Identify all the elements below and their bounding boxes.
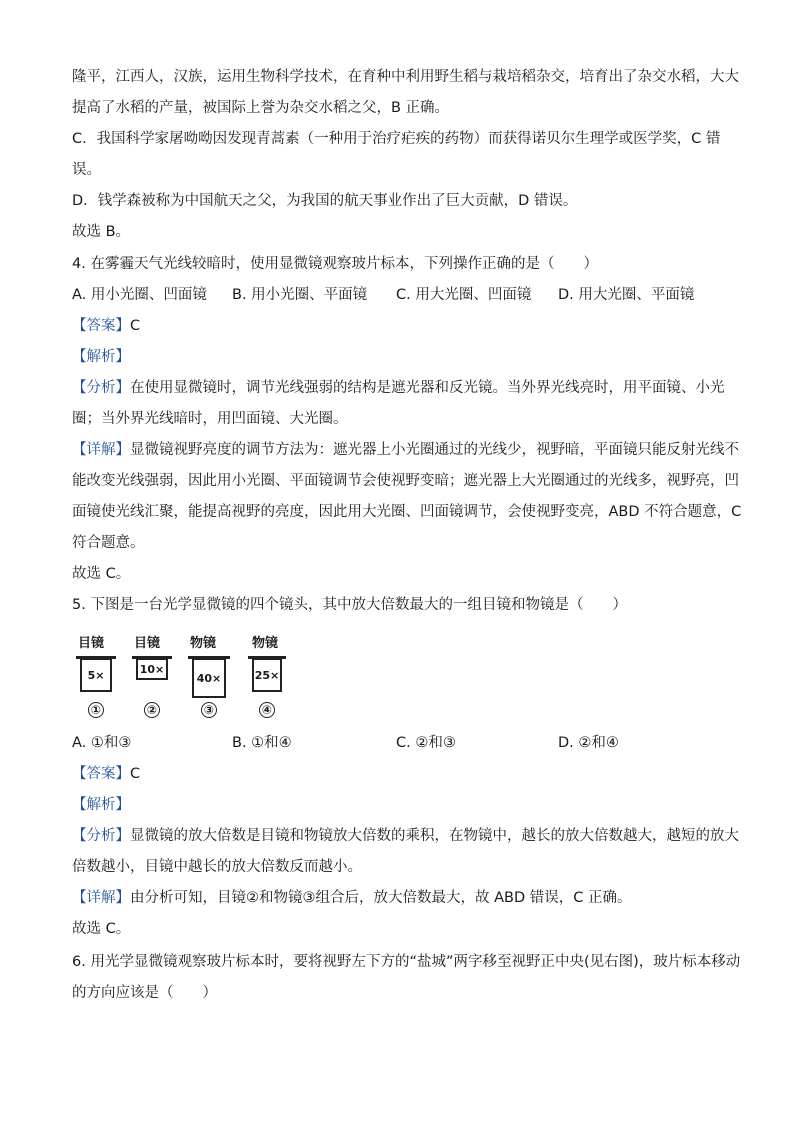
detail-line	[72, 888, 724, 908]
option-a: A. 用小光圈、凹面镜	[72, 287, 207, 303]
eyepiece-lens-1: 5×	[80, 658, 112, 692]
lens-number: ③	[201, 702, 217, 718]
analysis-heading: 【解析】	[72, 349, 130, 365]
question-5: 5. 下图是一台光学显微镜的四个镜头，其中放大倍数最大的一组目镜和物镜是（ ）	[72, 597, 627, 613]
option-b: B. ①和④	[232, 735, 292, 751]
text-line: D．钱学森被称为中国航天之父，为我国的航天事业作出了巨大贡献，D 错误。	[72, 193, 578, 209]
text-line: 故选 B。	[72, 224, 131, 240]
analysis-line	[72, 826, 739, 846]
text-line: 故选 C。	[72, 566, 131, 582]
text-line: 提高了水稻的产量，被国际上誉为杂交水稻之父，B 正确。	[72, 100, 450, 116]
fenxi-text: 显微镜的放大倍数是目镜和物镜放大倍数的乘积，在物镜中，越长的放大倍数越大，越短的放大	[130, 828, 739, 844]
answer-tag: 【答案】	[72, 318, 130, 334]
text-line: 误。	[72, 162, 101, 178]
objective-lens-4: 25×	[252, 658, 282, 692]
text-line: 倍数越小，目镜中越长的放大倍数反而越小。	[72, 859, 362, 875]
option-a: A. ①和③	[72, 735, 132, 751]
text-line: 隆平，江西人，汉族，运用生物科学技术，在育种中利用野生稻与栽培稻杂交，培育出了杂交水稻，大大	[72, 69, 739, 85]
option-c: C. ②和③	[396, 735, 456, 751]
question-6: 6. 用光学显微镜观察玻片标本时，要将视野左下方的“盐城”两字移至视野正中央(见右图)，玻片标本移动	[72, 954, 741, 970]
answer-line	[72, 316, 724, 336]
lens-label: 目镜	[134, 636, 161, 651]
option-c: C. 用大光圈、凹面镜	[396, 287, 532, 303]
lens-number: ②	[144, 702, 160, 718]
fenxi-tag: 【分析】	[72, 828, 130, 844]
text-line: 圈；当外界光线暗时，用凹面镜、大光圈。	[72, 411, 348, 427]
text-line: 符合题意。	[72, 535, 145, 551]
objective-lens-3: 40×	[192, 658, 226, 698]
eyepiece-lens-2: 10×	[136, 658, 168, 680]
lens-label: 目镜	[78, 636, 105, 651]
text-line: 故选 C。	[72, 921, 131, 937]
text-line: 能改变光线强弱，因此用小光圈、平面镜调节会使视野变暗；遮光器上大光圈通过的光线多，视野亮，凹	[72, 473, 739, 489]
option-d: D. 用大光圈、平面镜	[558, 287, 695, 303]
question-5-options	[72, 733, 732, 753]
question-4-options	[72, 285, 732, 305]
option-b: B. 用小光圈、平面镜	[232, 287, 368, 303]
answer-value: C	[130, 318, 141, 334]
lens-number: ①	[88, 702, 104, 718]
text-line: C．我国科学家屠呦呦因发现青蒿素（一种用于治疗疟疾的药物）而获得诺贝尔生理学或医学奖，C 错	[72, 131, 721, 147]
lens-label: 物镜	[190, 636, 217, 651]
xiangjie-tag: 【详解】	[72, 890, 130, 906]
xiangjie-text: 由分析可知，目镜②和物镜③组合后，放大倍数最大，故 ABD 错误，C 正确。	[130, 890, 632, 906]
answer-tag: 【答案】	[72, 766, 130, 782]
question-4: 4. 在雾霾天气光线较暗时，使用显微镜观察玻片标本，下列操作正确的是（ ）	[72, 256, 598, 272]
lens-label: 物镜	[252, 636, 279, 651]
answer-value: C	[130, 766, 141, 782]
xiangjie-text: 显微镜视野亮度的调节方法为：遮光器上小光圈通过的光线少，视野暗，平面镜只能反射光线不	[130, 442, 739, 458]
option-d: D. ②和④	[558, 735, 619, 751]
answer-line	[72, 764, 724, 784]
xiangjie-tag: 【详解】	[72, 442, 130, 458]
detail-line	[72, 440, 739, 460]
text-line: 面镜使光线汇聚，能提高视野的亮度，因此用大光圈、凹面镜调节，会使视野变亮，ABD 不符合题意，C	[72, 504, 742, 520]
microscope-lens-figure	[72, 630, 292, 720]
fenxi-text: 在使用显微镜时，调节光线强弱的结构是遮光器和反光镜。当外界光线亮时，用平面镜、小光	[130, 380, 725, 396]
fenxi-tag: 【分析】	[72, 380, 130, 396]
lens-number: ④	[259, 702, 275, 718]
analysis-heading: 【解析】	[72, 797, 130, 813]
analysis-line	[72, 378, 724, 398]
text-line: 的方向应该是（ ）	[72, 985, 217, 1001]
